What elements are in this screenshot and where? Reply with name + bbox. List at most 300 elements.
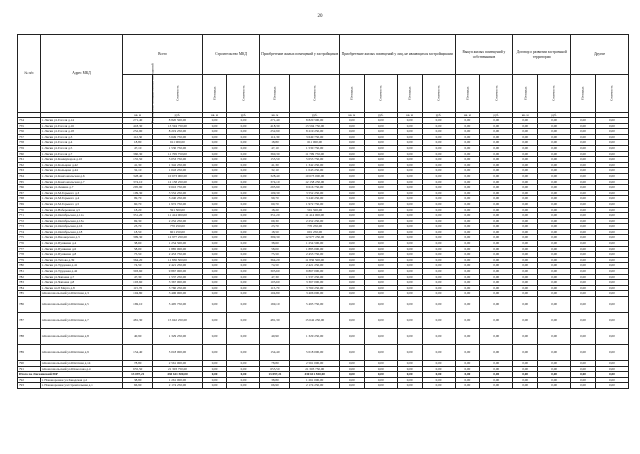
zero-cost: 0,00 — [364, 280, 397, 286]
total-area: 41,30 — [123, 162, 153, 168]
zero-cost: 0,00 — [364, 361, 397, 367]
construction-area: 0,00 — [202, 285, 227, 291]
total-area: 115,70 — [123, 285, 153, 291]
row-number: 778 — [18, 252, 41, 258]
total-area: 271,40 — [123, 118, 153, 124]
zero-cost: 0,00 — [595, 257, 628, 263]
zero-cost: 0,00 — [422, 134, 455, 140]
zero-area: 0,00 — [455, 218, 480, 224]
zero-area: 0,00 — [339, 168, 364, 174]
zero-cost: 0,00 — [538, 246, 571, 252]
construction-area: 0,00 — [202, 229, 227, 235]
purchase-cost: 8 820 500,00 — [290, 118, 340, 124]
construction-area: 0,00 — [202, 118, 227, 124]
construction-area: 0,00 — [202, 196, 227, 202]
row-number: 771 — [18, 213, 41, 219]
zero-cost: 0,00 — [595, 118, 628, 124]
total-area: 328,40 — [123, 173, 153, 179]
row-address: г. Нововоронеж ул.Строительная д.1 — [40, 383, 123, 389]
zero-area: 0,00 — [397, 361, 422, 367]
zero-area: 0,00 — [571, 246, 596, 252]
total-cost: 3 552 250,00 — [153, 190, 203, 196]
zero-area: 0,00 — [455, 345, 480, 361]
purchase-area: 23,70 — [260, 224, 290, 230]
zero-area: 0,00 — [339, 252, 364, 258]
total-area: 47,10 — [123, 145, 153, 151]
row-address: г. Лиски ул.М.Горького д.5 — [40, 201, 123, 207]
row-address: г. Лиски ул.Титова д.39 — [40, 257, 123, 263]
col-header-construction: Строительство МКД — [202, 35, 260, 75]
zero-area: 0,00 — [513, 313, 538, 329]
zero-area: 0,00 — [397, 235, 422, 241]
row-address: п.Комсомольский ул.Шахтная д.14 — [40, 361, 123, 367]
purchase-cost: 21 303 750,00 — [290, 366, 340, 372]
zero-cost: 0,00 — [595, 291, 628, 297]
zero-cost: 0,00 — [364, 372, 397, 378]
zero-cost: 0,00 — [480, 118, 513, 124]
zero-cost: 0,00 — [364, 285, 397, 291]
zero-area: 0,00 — [339, 207, 364, 213]
row-address: г. Лиски ул.Гоголя д.14 — [40, 118, 123, 124]
zero-cost: 0,00 — [538, 218, 571, 224]
zero-cost: 0,00 — [364, 241, 397, 247]
total-cost: 1 885 000,00 — [153, 246, 203, 252]
construction-cost: 0,00 — [227, 134, 260, 140]
purchase-area: 40,90 — [260, 329, 290, 345]
construction-cost: 0,00 — [227, 185, 260, 191]
zero-cost: 0,00 — [480, 366, 513, 372]
purchase-cost: 9 867 000,00 — [290, 269, 340, 275]
purchase-area: 32,10 — [260, 168, 290, 174]
construction-cost: 0,00 — [227, 280, 260, 286]
construction-cost: 0,00 — [227, 196, 260, 202]
zero-area: 0,00 — [397, 229, 422, 235]
construction-cost: 0,00 — [227, 123, 260, 129]
zero-cost: 0,00 — [538, 151, 571, 157]
total-area: 47,30 — [123, 274, 153, 280]
total-cost: 13 594 750,00 — [153, 123, 203, 129]
zero-cost: 0,00 — [364, 297, 397, 313]
row-address: г. Лиски ул.Гоголя д.16 — [40, 123, 123, 129]
zero-area: 0,00 — [571, 280, 596, 286]
purchase-cost: 5 495 750,00 — [290, 297, 340, 313]
zero-area: 0,00 — [455, 134, 480, 140]
row-address: г. Лиски ул.Коммунаров д.10 — [40, 157, 123, 163]
zero-cost: 0,00 — [422, 118, 455, 124]
construction-area: 0,00 — [202, 168, 227, 174]
row-number: 769 — [18, 201, 41, 207]
row-address: г. Лиски пл.8 Марта д.8 — [40, 285, 123, 291]
zero-area: 0,00 — [455, 252, 480, 258]
purchase-cost: 2 421 250,00 — [290, 263, 340, 269]
row-number: 766 — [18, 185, 41, 191]
construction-cost: 0,00 — [227, 168, 260, 174]
total-cost: 5 495 750,00 — [153, 297, 203, 313]
construction-cost: 0,00 — [227, 218, 260, 224]
purchase-area: 47,10 — [260, 145, 290, 151]
purchase-cost: 9 616 750,00 — [290, 185, 340, 191]
zero-cost: 0,00 — [595, 151, 628, 157]
total-cost: 430 611 500,00 — [153, 372, 203, 378]
zero-area: 0,00 — [455, 229, 480, 235]
col-header-total: Всего — [123, 35, 202, 75]
zero-cost: 0,00 — [595, 361, 628, 367]
zero-cost: 0,00 — [364, 207, 397, 213]
row-address: г. Лиски ул.Октябрьская д.13а — [40, 218, 123, 224]
table-row — [18, 329, 629, 345]
row-number: 754 — [18, 118, 41, 124]
sub-cost: Стоимость — [538, 75, 571, 113]
zero-cost: 0,00 — [480, 257, 513, 263]
construction-cost: 0,00 — [227, 383, 260, 389]
zero-area: 0,00 — [571, 213, 596, 219]
zero-cost: 0,00 — [538, 196, 571, 202]
zero-cost: 0,00 — [538, 257, 571, 263]
row-address: г. Лиски ул.Чапаева д.8 — [40, 280, 123, 286]
zero-cost: 0,00 — [480, 201, 513, 207]
total-area: 78,80 — [123, 361, 153, 367]
purchase-area: 351,20 — [260, 213, 290, 219]
zero-cost: 0,00 — [538, 313, 571, 329]
zero-area: 0,00 — [339, 229, 364, 235]
total-cost: 3 240 250,00 — [153, 196, 203, 202]
zero-cost: 0,00 — [595, 235, 628, 241]
zero-area: 0,00 — [339, 140, 364, 146]
purchase-area: 47,30 — [260, 274, 290, 280]
zero-cost: 0,00 — [595, 383, 628, 389]
zero-cost: 0,00 — [480, 134, 513, 140]
zero-area: 0,00 — [513, 241, 538, 247]
purchase-area: 295,90 — [260, 185, 290, 191]
zero-cost: 0,00 — [422, 297, 455, 313]
row-address: г. Нововоронеж ул.Заводская д.2 — [40, 377, 123, 383]
unit-cell: кв. м — [397, 113, 422, 118]
zero-cost: 0,00 — [422, 196, 455, 202]
zero-area: 0,00 — [339, 345, 364, 361]
total-area: 58,00 — [123, 246, 153, 252]
zero-area: 0,00 — [571, 297, 596, 313]
zero-area: 0,00 — [397, 285, 422, 291]
zero-area: 0,00 — [397, 168, 422, 174]
zero-cost: 0,00 — [480, 361, 513, 367]
zero-area: 0,00 — [513, 168, 538, 174]
row-address: п.Комсомольский ул.Шахтная д.7 — [40, 313, 123, 329]
zero-cost: 0,00 — [538, 140, 571, 146]
zero-cost: 0,00 — [595, 269, 628, 275]
construction-area: 0,00 — [202, 173, 227, 179]
total-cost: 12 158 250,00 — [153, 179, 203, 185]
subtotal-label: Итого по Лискинский МР — [18, 372, 123, 378]
zero-cost: 0,00 — [480, 372, 513, 378]
row-number: 774 — [18, 229, 41, 235]
row-number: 768 — [18, 196, 41, 202]
purchase-cost: 2 252 250,00 — [290, 218, 340, 224]
zero-area: 0,00 — [339, 190, 364, 196]
zero-cost: 0,00 — [364, 218, 397, 224]
zero-area: 0,00 — [455, 361, 480, 367]
zero-area: 0,00 — [571, 377, 596, 383]
zero-cost: 0,00 — [595, 280, 628, 286]
zero-area: 0,00 — [397, 269, 422, 275]
zero-area: 0,00 — [513, 134, 538, 140]
zero-area: 0,00 — [339, 151, 364, 157]
construction-cost: 0,00 — [227, 263, 260, 269]
row-number: 787 — [18, 313, 41, 329]
zero-cost: 0,00 — [422, 157, 455, 163]
construction-area: 0,00 — [202, 134, 227, 140]
zero-area: 0,00 — [455, 145, 480, 151]
row-address: г. Лиски ул.М.Горького д.4 — [40, 196, 123, 202]
sub-cost: Стоимость — [290, 75, 340, 113]
col-header-other: Другие — [571, 35, 629, 75]
purchase-cost: 3 240 250,00 — [290, 196, 340, 202]
zero-area: 0,00 — [339, 196, 364, 202]
zero-cost: 0,00 — [364, 157, 397, 163]
zero-area: 0,00 — [455, 118, 480, 124]
zero-area: 0,00 — [397, 118, 422, 124]
zero-area: 0,00 — [571, 218, 596, 224]
zero-area: 0,00 — [513, 329, 538, 345]
row-address: г. Лиски ул.М.Горького д.3 — [40, 190, 123, 196]
zero-area: 0,00 — [339, 361, 364, 367]
total-area: 109,30 — [123, 190, 153, 196]
zero-area: 0,00 — [513, 297, 538, 313]
construction-cost: 0,00 — [227, 207, 260, 213]
total-cost: 3 367 000,00 — [153, 280, 203, 286]
construction-cost: 0,00 — [227, 145, 260, 151]
purchase-area: 115,70 — [260, 285, 290, 291]
purchase-cost: 611 000,00 — [290, 140, 340, 146]
zero-area: 0,00 — [571, 190, 596, 196]
purchase-cost: 1 972 750,00 — [290, 201, 340, 207]
zero-cost: 0,00 — [595, 213, 628, 219]
zero-area: 0,00 — [397, 162, 422, 168]
construction-area: 0,00 — [202, 372, 227, 378]
zero-cost: 0,00 — [364, 345, 397, 361]
construction-cost: 0,00 — [227, 361, 260, 367]
zero-area: 0,00 — [339, 118, 364, 124]
purchase-area: 303,60 — [260, 269, 290, 275]
zero-area: 0,00 — [513, 201, 538, 207]
zero-cost: 0,00 — [538, 229, 571, 235]
zero-area: 0,00 — [455, 257, 480, 263]
zero-cost: 0,00 — [422, 383, 455, 389]
zero-area: 0,00 — [397, 383, 422, 389]
zero-cost: 0,00 — [364, 145, 397, 151]
row-address: г. Лиски ул.Гоголя д.5 — [40, 145, 123, 151]
zero-area: 0,00 — [571, 118, 596, 124]
total-area: 295,90 — [123, 185, 153, 191]
purchase-area: 13 097,21 — [260, 372, 290, 378]
zero-cost: 0,00 — [364, 173, 397, 179]
zero-cost: 0,00 — [422, 329, 455, 345]
zero-cost: 0,00 — [538, 241, 571, 247]
zero-cost: 0,00 — [480, 329, 513, 345]
total-area: 23,70 — [123, 224, 153, 230]
purchase-cost: 770 250,00 — [290, 224, 340, 230]
zero-area: 0,00 — [397, 173, 422, 179]
zero-area: 0,00 — [455, 173, 480, 179]
total-cost: 10 673 000,00 — [153, 173, 203, 179]
zero-cost: 0,00 — [595, 201, 628, 207]
zero-cost: 0,00 — [595, 246, 628, 252]
zero-cost: 0,00 — [538, 280, 571, 286]
zero-cost: 0,00 — [422, 366, 455, 372]
total-area: 418,30 — [123, 123, 153, 129]
construction-area: 0,00 — [202, 151, 227, 157]
total-cost: 1 530 750,00 — [153, 145, 203, 151]
purchase-cost: 3 760 250,00 — [290, 285, 340, 291]
row-number: 783 — [18, 280, 41, 286]
zero-cost: 0,00 — [538, 269, 571, 275]
zero-cost: 0,00 — [422, 168, 455, 174]
total-area: 399,30 — [123, 235, 153, 241]
col-header-purchase-nondev: Приобретение жилых помещений у лиц, не являющихся застройщиками — [339, 35, 455, 75]
construction-area: 0,00 — [202, 329, 227, 345]
row-number: 792 — [18, 377, 41, 383]
zero-area: 0,00 — [455, 162, 480, 168]
zero-area: 0,00 — [339, 185, 364, 191]
construction-cost: 0,00 — [227, 345, 260, 361]
construction-cost: 0,00 — [227, 129, 260, 135]
zero-cost: 0,00 — [538, 361, 571, 367]
zero-area: 0,00 — [455, 185, 480, 191]
total-area: 99,70 — [123, 196, 153, 202]
zero-cost: 0,00 — [595, 140, 628, 146]
zero-cost: 0,00 — [364, 162, 397, 168]
zero-cost: 0,00 — [595, 366, 628, 372]
zero-cost: 0,00 — [422, 213, 455, 219]
construction-cost: 0,00 — [227, 173, 260, 179]
zero-area: 0,00 — [397, 134, 422, 140]
purchase-cost: 3 649 750,00 — [290, 134, 340, 140]
zero-cost: 0,00 — [364, 383, 397, 389]
zero-area: 0,00 — [513, 280, 538, 286]
zero-cost: 0,00 — [364, 224, 397, 230]
row-address: г. Лиски ул.Октябрьская д.11а — [40, 213, 123, 219]
total-area: 18,20 — [123, 207, 153, 213]
zero-cost: 0,00 — [480, 297, 513, 313]
construction-area: 0,00 — [202, 179, 227, 185]
sub-cost: Стоимость — [595, 75, 628, 113]
zero-area: 0,00 — [455, 140, 480, 146]
zero-area: 0,00 — [571, 285, 596, 291]
purchase-cost: 2 453 750,00 — [290, 252, 340, 258]
zero-cost: 0,00 — [595, 377, 628, 383]
zero-area: 0,00 — [571, 263, 596, 269]
zero-area: 0,00 — [339, 134, 364, 140]
zero-cost: 0,00 — [480, 140, 513, 146]
zero-area: 0,00 — [455, 285, 480, 291]
purchase-area: 252,90 — [260, 129, 290, 135]
zero-cost: 0,00 — [538, 372, 571, 378]
zero-area: 0,00 — [455, 291, 480, 297]
zero-area: 0,00 — [397, 140, 422, 146]
total-cost: 2 453 750,00 — [153, 252, 203, 258]
total-cost: 1 261 000,00 — [153, 377, 203, 383]
row-address: п.Комсомольский ул.Шахтная д.9 — [40, 345, 123, 361]
construction-cost: 0,00 — [227, 372, 260, 378]
total-area: 74,50 — [123, 263, 153, 269]
zero-area: 0,00 — [455, 207, 480, 213]
purchase-area: 66,90 — [260, 383, 290, 389]
zero-area: 0,00 — [571, 151, 596, 157]
row-number: 763 — [18, 168, 41, 174]
zero-cost: 0,00 — [480, 190, 513, 196]
zero-cost: 0,00 — [364, 185, 397, 191]
zero-area: 0,00 — [513, 190, 538, 196]
table-row — [18, 345, 629, 361]
total-area: 112,30 — [123, 134, 153, 140]
zero-cost: 0,00 — [538, 129, 571, 135]
zero-cost: 0,00 — [595, 285, 628, 291]
zero-area: 0,00 — [513, 285, 538, 291]
zero-cost: 0,00 — [480, 145, 513, 151]
zero-cost: 0,00 — [422, 280, 455, 286]
zero-cost: 0,00 — [538, 145, 571, 151]
zero-cost: 0,00 — [538, 201, 571, 207]
unit-cell: кв. м — [260, 113, 290, 118]
purchase-area: 41,30 — [260, 162, 290, 168]
zero-area: 0,00 — [513, 145, 538, 151]
zero-cost: 0,00 — [595, 196, 628, 202]
total-area: 75,50 — [123, 252, 153, 258]
zero-cost: 0,00 — [364, 229, 397, 235]
zero-cost: 0,00 — [422, 252, 455, 258]
purchase-cost: 12 158 250,00 — [290, 179, 340, 185]
zero-area: 0,00 — [513, 162, 538, 168]
construction-cost: 0,00 — [227, 213, 260, 219]
zero-area: 0,00 — [397, 257, 422, 263]
zero-cost: 0,00 — [595, 145, 628, 151]
purchase-cost: 2 561 000,00 — [290, 361, 340, 367]
zero-cost: 0,00 — [422, 207, 455, 213]
table-row — [18, 313, 629, 329]
total-area: 364,20 — [123, 257, 153, 263]
zero-cost: 0,00 — [538, 157, 571, 163]
zero-area: 0,00 — [339, 280, 364, 286]
zero-area: 0,00 — [571, 229, 596, 235]
purchase-area: 154,40 — [260, 345, 290, 361]
construction-area: 0,00 — [202, 383, 227, 389]
zero-area: 0,00 — [571, 345, 596, 361]
zero-cost: 0,00 — [595, 207, 628, 213]
total-cost: 12 977 250,00 — [153, 235, 203, 241]
zero-cost: 0,00 — [364, 129, 397, 135]
construction-area: 0,00 — [202, 377, 227, 383]
purchase-cost: 12 977 250,00 — [290, 235, 340, 241]
zero-cost: 0,00 — [538, 383, 571, 389]
zero-area: 0,00 — [339, 274, 364, 280]
zero-area: 0,00 — [513, 361, 538, 367]
unit-cell: руб. — [364, 113, 397, 118]
zero-cost: 0,00 — [364, 190, 397, 196]
row-address: г. Лиски ул.Пушкина д.4 — [40, 241, 123, 247]
zero-cost: 0,00 — [595, 224, 628, 230]
construction-area: 0,00 — [202, 246, 227, 252]
zero-area: 0,00 — [571, 157, 596, 163]
zero-area: 0,00 — [397, 274, 422, 280]
zero-cost: 0,00 — [422, 361, 455, 367]
zero-area: 0,00 — [571, 291, 596, 297]
zero-cost: 0,00 — [480, 263, 513, 269]
zero-area: 0,00 — [397, 201, 422, 207]
zero-area: 0,00 — [397, 372, 422, 378]
zero-area: 0,00 — [513, 383, 538, 389]
zero-cost: 0,00 — [480, 252, 513, 258]
zero-cost: 0,00 — [364, 140, 397, 146]
purchase-cost: 15 642 250,00 — [290, 313, 340, 329]
